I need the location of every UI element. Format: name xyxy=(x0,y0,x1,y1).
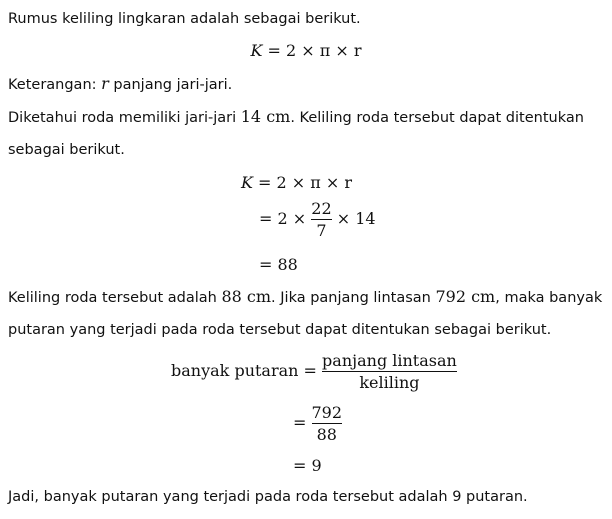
fraction-denominator: 88 xyxy=(316,425,337,444)
calc1-lhs: K xyxy=(241,173,253,192)
fraction-bar xyxy=(311,219,331,220)
result-part1: Keliling roda tersebut adalah xyxy=(8,290,217,306)
result-value1: 88 cm xyxy=(221,287,272,306)
known-part1: Diketahui roda memiliki jari-jari xyxy=(8,110,237,126)
fraction-792-88 xyxy=(312,403,343,444)
calc2-final: = 9 xyxy=(293,456,322,475)
calc2-eq2: = xyxy=(293,413,307,432)
formula-keliling xyxy=(0,41,612,60)
result-line-1 xyxy=(8,287,602,308)
result-part3: , maka banyak xyxy=(495,290,603,306)
calc1-rhs: = 2 × π × r xyxy=(258,173,353,192)
calc2-line2 xyxy=(293,403,342,444)
known-value: 14 cm xyxy=(240,107,291,126)
fraction-22-7 xyxy=(311,199,331,240)
keterangan-label: Keterangan: xyxy=(8,77,97,93)
fraction-bar xyxy=(312,423,343,424)
keterangan-line xyxy=(8,74,232,95)
conclusion-text: Jadi, banyak putaran yang terjadi pada roda tersebut adalah 9 putaran. xyxy=(8,489,528,505)
calc1-line2-post: × 14 xyxy=(336,209,376,228)
calc2-line1 xyxy=(171,351,457,392)
calc1-line2-pre: = 2 × xyxy=(259,209,307,228)
formula-lhs: K xyxy=(250,41,263,60)
fraction-denominator: keliling xyxy=(359,373,420,392)
fraction-numerator: 792 xyxy=(311,403,343,422)
result-line-2: putaran yang terjadi pada roda tersebut dapat ditentukan sebagai berikut. xyxy=(8,322,552,338)
known-line-2: sebagai berikut. xyxy=(8,142,125,158)
calc2-label: banyak putaran xyxy=(171,361,299,380)
keterangan-var: r xyxy=(101,74,109,93)
fraction-lintasan-keliling xyxy=(322,351,457,392)
known-line-1 xyxy=(8,107,584,128)
calc2-eq: = xyxy=(303,361,317,380)
calc1-line2 xyxy=(259,199,376,240)
fraction-numerator: 22 xyxy=(311,199,332,218)
fraction-denominator: 7 xyxy=(316,221,327,240)
calc1-line3: = 88 xyxy=(259,255,298,274)
intro-text: Rumus keliling lingkaran adalah sebagai berikut. xyxy=(8,11,361,27)
fraction-bar xyxy=(322,371,457,372)
result-value2: 792 cm xyxy=(435,287,496,306)
formula-rhs: = 2 × π × r xyxy=(267,41,362,60)
calc1-line1 xyxy=(241,173,352,192)
fraction-numerator: panjang lintasan xyxy=(322,351,457,370)
result-part2: . Jika panjang lintasan xyxy=(271,290,431,306)
keterangan-desc: panjang jari-jari. xyxy=(113,77,233,93)
known-part2: . Keliling roda tersebut dapat ditentukan xyxy=(290,110,584,126)
